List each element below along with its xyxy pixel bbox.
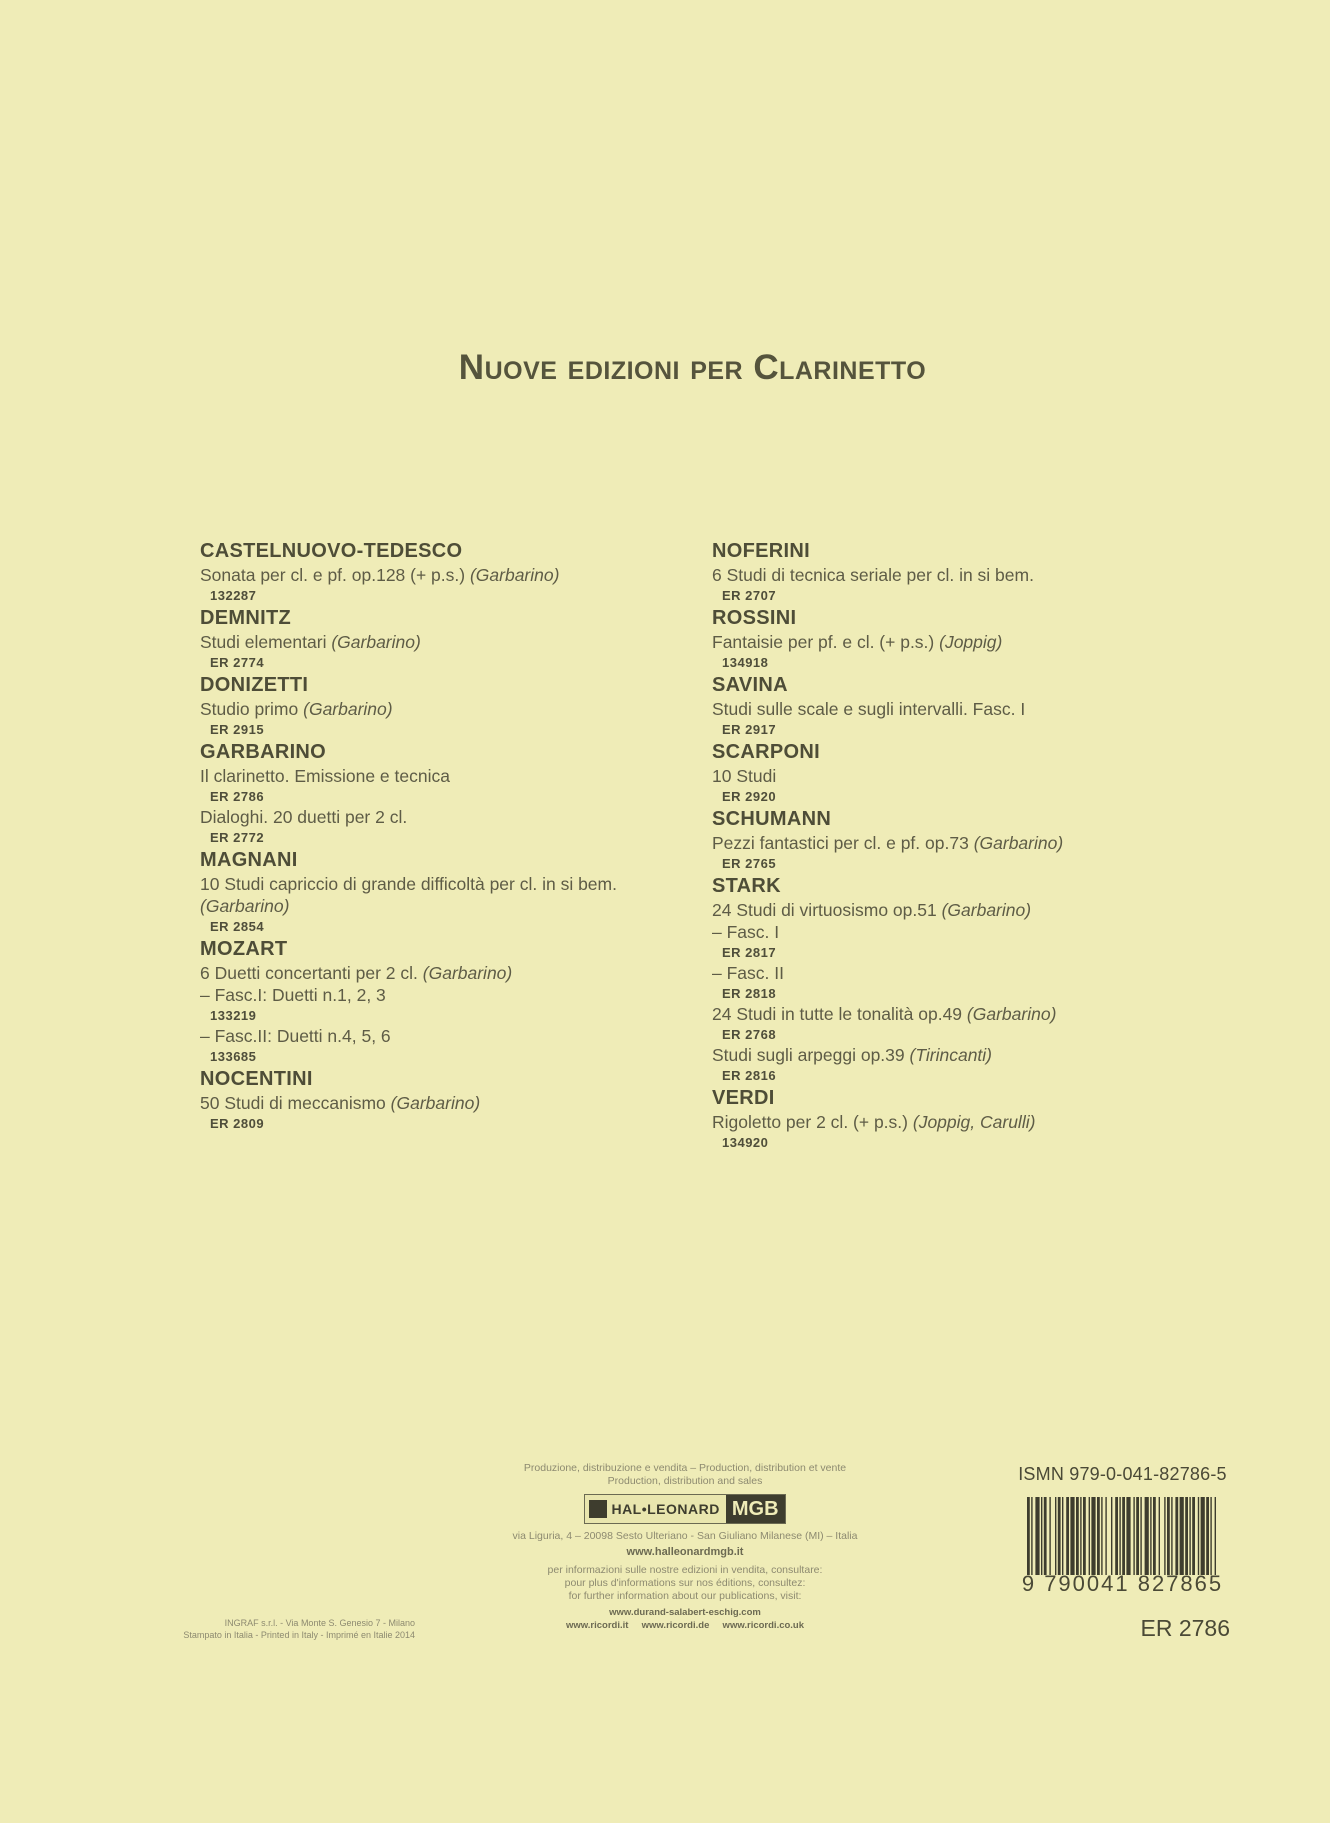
barcode-bar <box>1200 1497 1204 1575</box>
barcode-bar <box>1066 1497 1069 1575</box>
work-title: – Fasc. I <box>712 922 780 942</box>
composer-name: MAGNANI <box>200 849 298 871</box>
work-title: 6 Studi di tecnica seriale per cl. in si bem. <box>712 565 1034 585</box>
composer-entry <box>712 739 1292 806</box>
composer-entry <box>200 1066 740 1133</box>
work-title: Fantaisie per pf. e cl. (+ p.s.) (Joppig) <box>712 632 1003 652</box>
catalog-code: ER 2765 <box>722 856 777 871</box>
barcode-bar <box>1097 1497 1100 1575</box>
catalog-code: 133685 <box>210 1049 257 1064</box>
barcode-bar <box>1115 1497 1118 1575</box>
composer-name: ROSSINI <box>712 607 797 629</box>
barcode-bar <box>1189 1497 1190 1575</box>
work-title: Il clarinetto. Emissione e tecnica <box>200 766 450 786</box>
composer-entry <box>200 538 740 605</box>
barcode-bar <box>1057 1497 1060 1575</box>
hal-leonard-icon <box>589 1500 607 1518</box>
composer-entry <box>712 605 1292 672</box>
barcode-bar <box>1185 1497 1188 1575</box>
work-title: – Fasc. II <box>712 963 784 983</box>
catalog-number: ER 2786 <box>1140 1615 1230 1641</box>
barcode-bar <box>1062 1497 1063 1575</box>
work-title: Studi sugli arpeggi op.39 (Tirincanti) <box>712 1045 993 1065</box>
editor-name: (Garbarino) <box>973 833 1064 853</box>
logo-right-text: MGB <box>726 1495 785 1523</box>
barcode-bar <box>1144 1497 1148 1575</box>
editor-name: (Tirincanti) <box>909 1045 993 1065</box>
barcode-bar <box>1133 1497 1134 1575</box>
barcode-bar <box>1153 1497 1156 1575</box>
work-title: 10 Studi <box>712 766 777 786</box>
catalog-code: ER 2917 <box>722 722 777 737</box>
barcode-bar <box>1080 1497 1081 1575</box>
catalog-code: ER 2816 <box>722 1068 777 1083</box>
website-link[interactable]: www.halleonardmgb.it <box>626 1546 744 1558</box>
editor-name: (Garbarino) <box>303 699 393 719</box>
catalog-code: ER 2809 <box>210 1116 265 1131</box>
barcode-bar <box>1136 1497 1139 1575</box>
editor-name: (Garbarino) <box>200 896 290 916</box>
barcode-bar <box>1158 1497 1159 1575</box>
composer-entry <box>712 672 1292 739</box>
printer-line-1: INGRAF s.r.l. - Via Monte S. Genesio 7 - Milano <box>224 1618 415 1628</box>
composer-name: MOZART <box>200 938 288 960</box>
work-title: Dialoghi. 20 duetti per 2 cl. <box>200 807 408 827</box>
production-line-1: Produzione, distribuzione e vendita – Production, distribution et vente <box>523 1462 847 1474</box>
editor-name: (Garbarino) <box>469 565 560 585</box>
barcode-bar <box>1206 1497 1209 1575</box>
barcode-bar <box>1214 1497 1215 1575</box>
catalog-code: ER 2915 <box>210 722 265 737</box>
catalog-code: 134918 <box>722 655 769 670</box>
catalog-code: ER 2920 <box>722 789 777 804</box>
address: via Liguria, 4 – 20098 Sesto Ulteriano - San Giuliano Milanese (MI) – Italia <box>512 1530 858 1542</box>
durand-website-link[interactable]: www.durand-salabert-eschig.com <box>609 1607 761 1618</box>
composer-name: DONIZETTI <box>200 674 309 696</box>
left-column <box>200 538 740 1133</box>
editor-name: (Garbarino) <box>390 1093 481 1113</box>
composer-entry <box>200 739 740 847</box>
catalog-code: ER 2768 <box>722 1027 777 1042</box>
work-title: 24 Studi di virtuosismo op.51 (Garbarino) <box>712 900 1032 920</box>
info-line-3: for further information about our publications, visit: <box>568 1590 802 1602</box>
barcode-bar <box>1031 1497 1032 1575</box>
work-title: 6 Duetti concertanti per 2 cl. (Garbarino) <box>200 963 513 983</box>
barcode-bar <box>1088 1497 1089 1575</box>
work-title: – Fasc.I: Duetti n.1, 2, 3 <box>200 985 386 1005</box>
barcode-bar <box>1027 1497 1030 1575</box>
composer-name: NOFERINI <box>712 540 810 562</box>
editor-name: (Garbarino) <box>422 963 513 983</box>
catalog-code: 132287 <box>210 588 257 603</box>
barcode-bar <box>1175 1497 1178 1575</box>
info-line-2: pour plus d'informations sur nos éditions, consultez: <box>564 1577 806 1589</box>
barcode <box>1010 1497 1235 1575</box>
barcode-bar <box>1091 1497 1095 1575</box>
composer-name: SCARPONI <box>712 741 820 763</box>
catalog-code: ER 2774 <box>210 655 265 670</box>
catalog-code: 133219 <box>210 1008 257 1023</box>
composer-entry <box>200 605 740 672</box>
composer-entry <box>712 1085 1292 1152</box>
barcode-bar <box>1150 1497 1151 1575</box>
work-title: Pezzi fantastici per cl. e pf. op.73 (Garbarino) <box>712 833 1064 853</box>
work-title: 24 Studi in tutte le tonalità op.49 (Garbarino) <box>712 1004 1057 1024</box>
barcode-bar <box>1055 1497 1056 1575</box>
publisher-footer <box>460 1462 910 1632</box>
composer-name: VERDI <box>712 1087 775 1109</box>
work-title: 10 Studi capriccio di grande difficoltà per cl. in si bem. (Garbarino) <box>200 874 617 916</box>
barcode-bar <box>1043 1497 1046 1575</box>
catalog-code: ER 2818 <box>722 986 777 1001</box>
editor-name: (Garbarino) <box>331 632 421 652</box>
printer-info <box>115 1617 415 1641</box>
barcode-bar <box>1111 1497 1112 1575</box>
catalog-code: ER 2817 <box>722 945 777 960</box>
barcode-bar <box>1171 1497 1172 1575</box>
composer-name: STARK <box>712 875 781 897</box>
barcode-bar <box>1035 1497 1039 1575</box>
composer-name: GARBARINO <box>200 741 327 763</box>
hal-leonard-mgb-logo <box>584 1494 785 1524</box>
work-title: Studi elementari (Garbarino) <box>200 632 421 652</box>
barcode-bar <box>1140 1497 1141 1575</box>
info-line-1: per informazioni sulle nostre edizioni in vendita, consultare: <box>547 1564 823 1576</box>
catalog-code: ER 2772 <box>210 830 265 845</box>
work-title: Studio primo (Garbarino) <box>200 699 393 719</box>
composer-entry <box>200 936 740 1066</box>
work-title: – Fasc.II: Duetti n.4, 5, 6 <box>200 1026 391 1046</box>
editor-name: (Joppig, Carulli) <box>912 1112 1036 1132</box>
barcode-bar <box>1119 1497 1120 1575</box>
barcode-digits: 9 790041 827865 <box>1021 1571 1224 1596</box>
barcode-bar <box>1083 1497 1086 1575</box>
work-title: Studi sulle scale e sugli intervalli. Fasc. I <box>712 699 1026 719</box>
barcode-bar <box>1122 1497 1125 1575</box>
work-title: 50 Studi di meccanismo (Garbarino) <box>200 1093 481 1113</box>
catalog-code: 134920 <box>722 1135 769 1150</box>
page-title: Nuove edizioni per Clarinetto <box>458 348 927 387</box>
catalog-code: ER 2707 <box>722 588 777 603</box>
composer-entry <box>200 847 740 936</box>
work-title: Sonata per cl. e pf. op.128 (+ p.s.) (Garbarino) <box>200 565 560 585</box>
barcode-bars <box>1023 1497 1223 1575</box>
ricordi-website-links[interactable]: www.ricordi.it www.ricordi.de www.ricordi.co.uk <box>565 1620 805 1631</box>
barcode-bar <box>1126 1497 1130 1575</box>
isbn-block <box>1010 1464 1235 1642</box>
composer-name: SAVINA <box>712 674 788 696</box>
editor-name: (Garbarino) <box>966 1004 1057 1024</box>
composer-entry <box>712 873 1292 1085</box>
barcode-bar <box>1076 1497 1079 1575</box>
barcode-bar <box>1049 1497 1050 1575</box>
logo-left-text: HAL•LEONARD <box>611 1500 720 1517</box>
barcode-bar <box>1070 1497 1074 1575</box>
barcode-bar <box>1197 1497 1198 1575</box>
barcode-bar <box>1105 1497 1106 1575</box>
catalog-code: ER 2786 <box>210 789 265 804</box>
right-column <box>712 538 1292 1152</box>
composer-name: NOCENTINI <box>200 1068 313 1090</box>
barcode-bar <box>1041 1497 1042 1575</box>
catalog-code: ER 2854 <box>210 919 265 934</box>
production-line-2: Production, distribution and sales <box>607 1475 763 1487</box>
composer-entry <box>712 538 1292 605</box>
barcode-bar <box>1192 1497 1195 1575</box>
barcode-bar <box>1164 1497 1165 1575</box>
composer-name: CASTELNUOVO-TEDESCO <box>200 540 463 562</box>
work-title: Rigoletto per 2 cl. (+ p.s.) (Joppig, Carulli) <box>712 1112 1036 1132</box>
printer-line-2: Stampato in Italia - Printed in Italy - Imprimé en Italie 2014 <box>183 1630 415 1640</box>
editor-name: (Joppig) <box>939 632 1003 652</box>
editor-name: (Garbarino) <box>941 900 1032 920</box>
barcode-bar <box>1179 1497 1183 1575</box>
ismn-label: ISMN 979-0-041-82786-5 <box>1018 1464 1227 1484</box>
barcode-bar <box>1101 1497 1102 1575</box>
composer-name: SCHUMANN <box>712 808 832 830</box>
composer-entry <box>200 672 740 739</box>
composer-entry <box>712 806 1292 873</box>
composer-name: DEMNITZ <box>200 607 291 629</box>
barcode-bar <box>1167 1497 1170 1575</box>
barcode-bar <box>1210 1497 1211 1575</box>
